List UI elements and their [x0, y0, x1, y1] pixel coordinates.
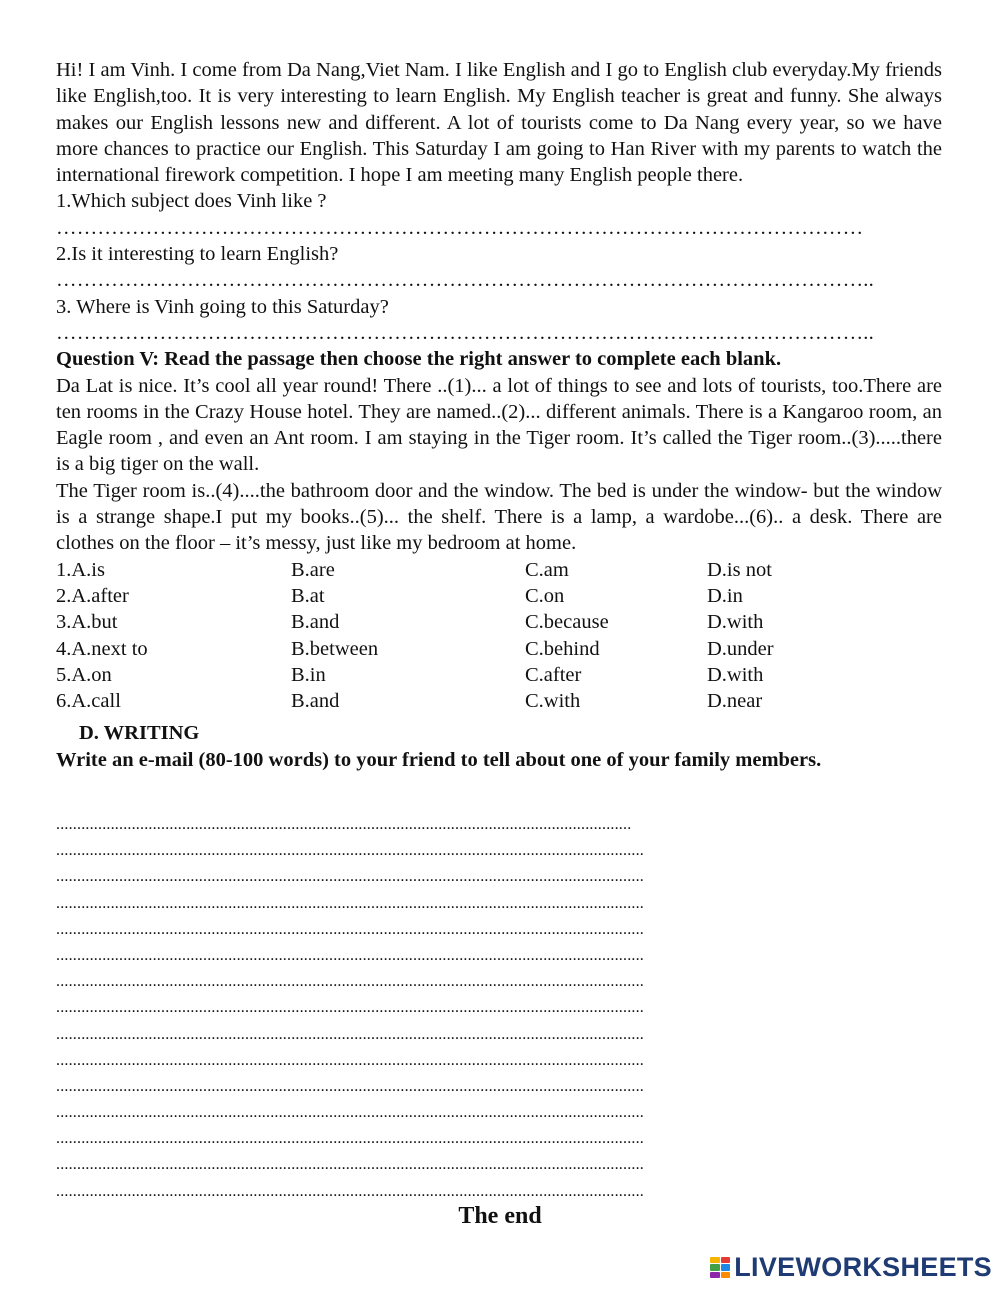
options-table: [56, 557, 942, 715]
writing-line[interactable]: ............................................................................................................................................: [56, 1182, 644, 1200]
option-choice[interactable]: C.am: [525, 558, 569, 581]
option-choice[interactable]: B.and: [291, 690, 340, 713]
writing-line[interactable]: .........................................................................................................................................: [56, 816, 632, 833]
writing-line[interactable]: ............................................................................................................................................: [56, 1025, 644, 1043]
writing-line[interactable]: ............................................................................................................................................: [56, 842, 644, 860]
writing-line[interactable]: ............................................................................................................................................: [56, 1051, 644, 1069]
option-choice[interactable]: D.is not: [707, 558, 772, 581]
liveworksheets-brand: [710, 1252, 992, 1283]
dalat-passage-1: Da Lat is nice. It’s cool all year round! There ..(1)... a lot of things to see and lots of tourists, too.There are ten rooms in the Crazy House hotel. They are named..(2)... different animals. There is a Kangaroo room, an Eagle room , and even an Ant room. I am staying in the Tiger room. It’s called the Tiger room..(3).....there is a big tiger on the wall.: [56, 374, 942, 476]
brand-name: LIVEWORKSHEETS: [734, 1252, 992, 1282]
option-row: [56, 688, 942, 714]
option-choice[interactable]: 6.A.call: [56, 690, 121, 713]
option-choice[interactable]: D.with: [707, 611, 764, 634]
option-choice[interactable]: C.behind: [525, 637, 600, 660]
option-choice[interactable]: 2.A.after: [56, 584, 129, 607]
end-title: The end: [458, 1203, 542, 1229]
option-choice[interactable]: B.in: [291, 663, 326, 686]
writing-heading: D. WRITING: [79, 722, 200, 745]
option-choice[interactable]: 3.A.but: [56, 611, 118, 634]
option-choice[interactable]: D.under: [707, 637, 774, 660]
writing-line[interactable]: ............................................................................................................................................: [56, 999, 644, 1017]
option-choice[interactable]: C.with: [525, 690, 581, 713]
option-choice[interactable]: D.in: [707, 584, 743, 607]
option-choice[interactable]: 5.A.on: [56, 663, 112, 686]
writing-line[interactable]: ............................................................................................................................................: [56, 1104, 644, 1122]
writing-line[interactable]: ............................................................................................................................................: [56, 946, 644, 964]
option-choice[interactable]: B.and: [291, 611, 340, 634]
option-row: [56, 609, 942, 635]
option-choice[interactable]: 1.A.is: [56, 558, 105, 581]
writing-line[interactable]: ............................................................................................................................................: [56, 920, 644, 938]
option-choice[interactable]: B.are: [291, 558, 335, 581]
writing-prompt: Write an e-mail (80-100 words) to your friend to tell about one of your family members.: [56, 748, 822, 771]
question-2: 2.Is it interesting to learn English?: [56, 243, 339, 266]
reading-passage: Hi! I am Vinh. I come from Da Nang,Viet Nam. I like English and I go to English club everyday.My friends like English,too. It is very interesting to learn English. My English teacher is great and funny. She always makes our English lessons new and different. A lot of tourists come to Da Nang every year, so we have more chances to practice our English. This Saturday I am going to Han River with my parents to watch the international firework competition. I hope I am meeting many English people there.: [56, 59, 942, 187]
option-row: [56, 662, 942, 688]
writing-line[interactable]: ............................................................................................................................................: [56, 868, 644, 886]
writing-line[interactable]: ............................................................................................................................................: [56, 1130, 644, 1148]
answer-line-2[interactable]: ………………………………………………………………………………………………………..: [56, 269, 874, 292]
question-1: 1.Which subject does Vinh like ?: [56, 190, 327, 213]
option-choice[interactable]: C.after: [525, 663, 582, 686]
option-row: [56, 557, 942, 583]
dalat-passage-2: The Tiger room is..(4)....the bathroom door and the window. The bed is under the window- but the window is a strange shape.I put my books..(5)... the shelf. There is a lamp, a wardobe...(6).. a desk. There are clothes on the floor – it’s messy, just like my bedroom at home.: [56, 479, 942, 555]
option-choice[interactable]: D.near: [707, 690, 763, 713]
writing-line[interactable]: ............................................................................................................................................: [56, 973, 644, 991]
answer-line-1[interactable]: ………………………………………………………………………………………………………: [56, 216, 864, 239]
option-choice[interactable]: C.because: [525, 611, 609, 634]
option-choice[interactable]: 4.A.next to: [56, 637, 148, 660]
option-choice[interactable]: B.at: [291, 584, 325, 607]
writing-area[interactable]: [56, 812, 942, 1205]
liveworksheets-logo-icon: [710, 1257, 730, 1279]
worksheet-page: [56, 57, 942, 773]
writing-line[interactable]: ............................................................................................................................................: [56, 1156, 644, 1174]
option-row: [56, 636, 942, 662]
writing-line[interactable]: ............................................................................................................................................: [56, 1077, 644, 1095]
answer-line-3[interactable]: ………………………………………………………………………………………………………..: [56, 321, 874, 344]
question-3: 3. Where is Vinh going to this Saturday?: [56, 295, 389, 318]
question-v-heading: Question V: Read the passage then choose the right answer to complete each blank.: [56, 348, 782, 371]
option-choice[interactable]: C.on: [525, 584, 565, 607]
writing-line[interactable]: ............................................................................................................................................: [56, 894, 644, 912]
option-choice[interactable]: B.between: [291, 637, 379, 660]
option-choice[interactable]: D.with: [707, 663, 764, 686]
option-row: [56, 583, 942, 609]
